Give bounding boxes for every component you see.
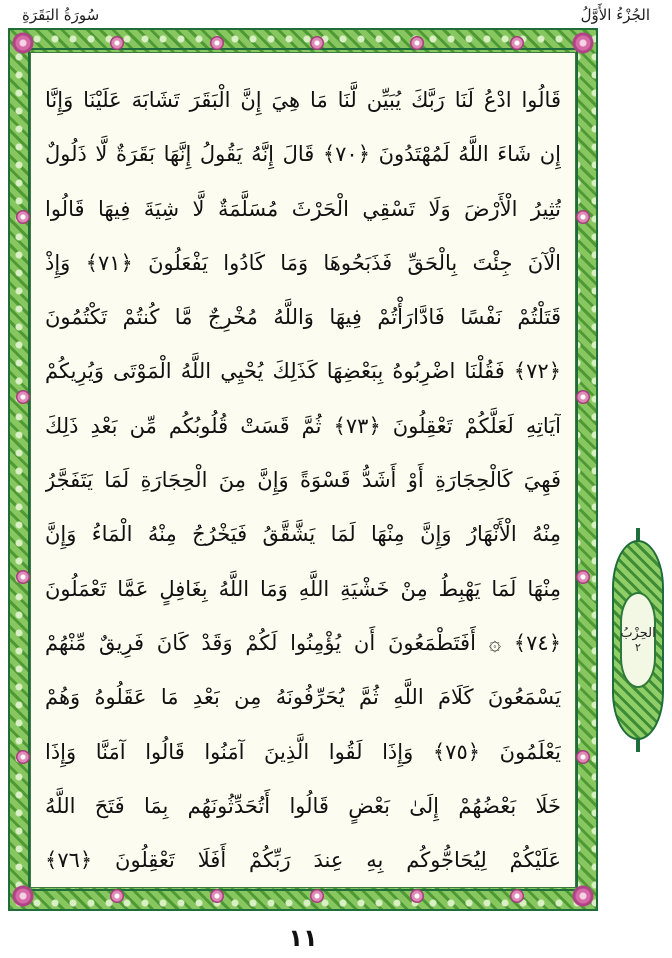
corner-flower-icon <box>12 885 34 907</box>
border-flower-icon <box>210 36 224 50</box>
border-flower-icon <box>510 36 524 50</box>
verse-line: إِن شَاءَ اللَّهُ لَمُهْتَدُونَ ﴿٧٠﴾ قَالَ إِنَّهُ يَقُولُ إِنَّهَا بَقَرَةٌ لَّا ذَلُولٌ <box>45 142 561 167</box>
verse-line: آيَاتِهِ لَعَلَّكُمْ تَعْقِلُونَ ﴿٧٣﴾ ثُمَّ قَسَتْ قُلُوبُكُم مِّن بَعْدِ ذَلِكَ <box>45 413 561 438</box>
hizb-tip-bottom <box>636 738 640 752</box>
border-flower-icon <box>310 36 324 50</box>
border-flower-icon <box>576 750 590 764</box>
border-flower-icon <box>576 570 590 584</box>
border-flower-icon <box>510 889 524 903</box>
verse-line: قَالُوا ادْعُ لَنَا رَبَّكَ يُبَيِّن لَّنَا مَا هِيَ إِنَّ الْبَقَرَ تَشَابَهَ عَلَيْنَا وَإِنَّا <box>45 88 561 112</box>
hizb-label-box <box>620 592 656 688</box>
corner-flower-icon <box>572 885 594 907</box>
hizb-label: الحِزْبُ <box>620 626 656 641</box>
page-number: ١١ <box>288 924 318 952</box>
border-flower-icon <box>576 390 590 404</box>
border-flower-icon <box>16 750 30 764</box>
quran-page-text-area <box>30 52 576 888</box>
verse-line: مِنْهُ الْأَنْهَارُ وَإِنَّ مِنْهَا لَمَا يَشَّقَّقُ فَيَخْرُجُ مِنْهُ الْمَاءُ وَإِنَّ <box>45 522 561 547</box>
border-flower-icon <box>110 36 124 50</box>
verse-line: يَعْلَمُونَ ﴿٧٥﴾ وَإِذَا لَقُوا الَّذِينَ آمَنُوا قَالُوا آمَنَّا وَإِذَا <box>45 739 561 764</box>
surah-title: سُورَةُ البَقَرَةِ <box>22 6 100 24</box>
verse-lines <box>45 73 561 887</box>
verse-line: خَلَا بَعْضُهُمْ إِلَىٰ بَعْضٍ قَالُوا أَتُحَدِّثُونَهُم بِمَا فَتَحَ اللَّهُ <box>45 793 561 818</box>
border-flower-icon <box>16 390 30 404</box>
border-flower-icon <box>310 889 324 903</box>
border-flower-icon <box>110 889 124 903</box>
corner-flower-icon <box>572 32 594 54</box>
border-flower-icon <box>210 889 224 903</box>
verse-line: فَهِيَ كَالْحِجَارَةِ أَوْ أَشَدُّ قَسْوَةً وَإِنَّ مِنَ الْحِجَارَةِ لَمَا يَتَفَجَّرُ <box>45 468 561 493</box>
corner-flower-icon <box>12 32 34 54</box>
border-flower-icon <box>16 570 30 584</box>
border-flower-icon <box>576 210 590 224</box>
verse-line: تُثِيرُ الْأَرْضَ وَلَا تَسْقِي الْحَرْثَ مُسَلَّمَةٌ لَّا شِيَةَ فِيهَا قَالُوا <box>45 196 561 221</box>
verse-line: عَلَيْكُمْ لِيُحَاجُّوكُم بِهِ عِندَ رَبِّكُمْ أَفَلَا تَعْقِلُونَ ﴿٧٦﴾ <box>45 848 561 873</box>
juz-title: الجُزْءُ الأَوَّلُ <box>580 6 650 24</box>
verse-line: مِنْهَا لَمَا يَهْبِطُ مِنْ خَشْيَةِ اللَّهِ وَمَا اللَّهُ بِغَافِلٍ عَمَّا تَعْمَلُونَ <box>45 576 561 601</box>
border-flower-icon <box>410 36 424 50</box>
verse-line: قَتَلْتُمْ نَفْسًا فَادَّارَأْتُمْ فِيهَا وَاللَّهُ مُخْرِجٌ مَّا كُنتُمْ تَكْتُمُونَ <box>45 305 561 330</box>
verse-line: ﴿٧٤﴾ ۞ أَفَتَطْمَعُونَ أَن يُؤْمِنُوا لَكُمْ وَقَدْ كَانَ فَرِيقٌ مِّنْهُمْ <box>45 630 561 655</box>
border-flower-icon <box>16 210 30 224</box>
verse-line: الْآنَ جِئْتَ بِالْحَقِّ فَذَبَحُوهَا وَمَا كَادُوا يَفْعَلُونَ ﴿٧١﴾ وَإِذْ <box>45 250 561 275</box>
verse-line: يَسْمَعُونَ كَلَامَ اللَّهِ ثُمَّ يُحَرِّفُونَهُ مِن بَعْدِ مَا عَقَلُوهُ وَهُمْ <box>45 685 561 710</box>
border-flower-icon <box>410 889 424 903</box>
hizb-marker <box>612 540 664 740</box>
hizb-number: ٢ <box>635 641 641 654</box>
verse-line: ﴿٧٢﴾ فَقُلْنَا اضْرِبُوهُ بِبَعْضِهَا كَذَلِكَ يُحْيِي اللَّهُ الْمَوْتَى وَيُرِيكُمْ <box>45 359 561 384</box>
